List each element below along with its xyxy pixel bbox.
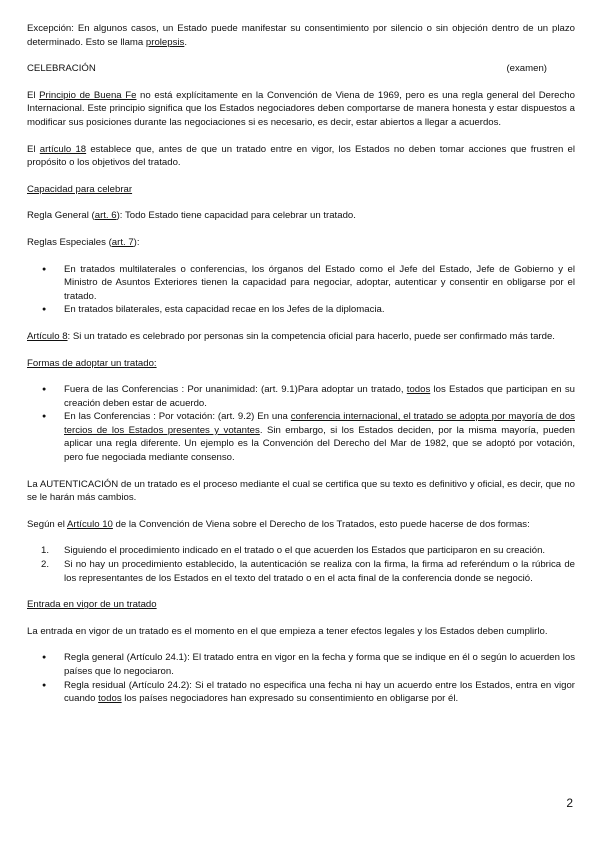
buena-fe-link[interactable]: Principio de Buena Fe [39, 89, 137, 101]
examen-tag: (examen) [506, 63, 547, 75]
formas-list [27, 383, 575, 465]
buena-fe-paragraph: El Principio de Buena Fe no está explícitamente en la Convención de Viena de 1969, pero es una regla general del Derecho Internacional. Este principio significa que los Estados negociadores deben comportarse de manera honesta y estar dispuestos a modificar sus posiciones durante las negociaciones si es necesario, es decir, estar abiertos a llegar a acuerdos. [27, 89, 575, 128]
art8-link[interactable]: Artículo 8 [27, 330, 68, 342]
list-item: ● En tratados multilaterales o conferencias, los órganos del Estado como el Jefe del Estado, Jefe de Gobierno y el Ministro de Asuntos Exteriores tienen la capacidad para negociar, adoptar, autenticar y consentir en obligarse por el tratado. [27, 263, 575, 304]
document-page [27, 22, 575, 706]
todos-link[interactable]: todos [98, 693, 122, 705]
page-number: 2 [566, 796, 573, 810]
entrada-list [27, 651, 575, 705]
regla-general-paragraph: Regla General (art. 6): Todo Estado tiene capacidad para celebrar un tratado. [27, 210, 356, 222]
list-item: 2. Si no hay un procedimiento establecido, la autenticación se realiza con la firma, la firma ad referéndum o la rúbrica de los representantes de los Estados en el texto del tratado o en el acta final de la conferencia donde se negoció. [41, 559, 575, 584]
formas-heading: Formas de adoptar un tratado: [27, 357, 157, 369]
excepcion-paragraph: Excepción: En algunos casos, un Estado puede manifestar su consentimiento por silencio o sin objeción dentro de un plazo determinado. Esto se llama prolepsis. [27, 23, 575, 48]
celebracion-heading [27, 62, 575, 76]
list-item: ● En las Conferencias : Por votación: (art. 9.2) En una conferencia internacional, el tratado se adopta por mayoría de dos tercios de los Estados presentes y votantes. Sin embargo, si los Estados deciden, por la misma mayoría, pueden aplicar una regla diferente. Un ejemplo es la Convención del Derecho del Mar de 1982, que se adoptó por votación, pero fue negociada mediante consenso. [27, 410, 575, 464]
entrada-intro: La entrada en vigor de un tratado es el momento en el que empieza a tener efectos legales y los Estados deben cumplirlo. [27, 625, 548, 637]
list-item: ● Fuera de las Conferencias : Por unanimidad: (art. 9.1)Para adoptar un tratado, todos los Estados que participan en su creación deben estar de acuerdo. [27, 383, 575, 410]
art6-link[interactable]: art. 6 [94, 210, 117, 222]
art18-paragraph: El artículo 18 establece que, antes de que un tratado entre en vigor, los Estados no deben tomar acciones que frustren el propósito o los objetivos del tratado. [27, 143, 575, 169]
art10-list [27, 544, 575, 585]
reglas-especiales-paragraph: Reglas Especiales (art. 7): [27, 236, 140, 248]
art10-link[interactable]: Artículo 10 [67, 518, 113, 530]
prolepsis-link[interactable]: prolepsis [145, 36, 185, 48]
todos-link[interactable]: todos [406, 384, 431, 396]
list-item: ● Regla residual (Artículo 24.2): Si el tratado no especifica una fecha ni hay un acuerdo entre los Estados, entra en vigor cuando todos los países negociadores han expresado su consentimiento en obligarse por él. [27, 679, 575, 706]
list-item: ● Regla general (Artículo 24.1): El tratado entra en vigor en la fecha y forma que se indique en él o según lo acuerden los países que lo negociaron. [27, 651, 575, 678]
art8-paragraph: Artículo 8: Si un tratado es celebrado por personas sin la competencia oficial para hacerlo, puede ser confirmado más tarde. [27, 330, 555, 342]
celebracion-title: CELEBRACIÓN [27, 63, 96, 75]
entrada-heading: Entrada en vigor de un tratado [27, 599, 157, 611]
list-item: 1. Siguiendo el procedimiento indicado en el tratado o el que acuerden los Estados que participaron en su creación. [41, 545, 546, 557]
mayoria-link[interactable]: conferencia internacional, el tratado se adopta por mayoría de dos tercios de los Estados presentes y votantes [64, 411, 575, 436]
reglas-especiales-list [27, 263, 575, 317]
autenticacion-paragraph: La AUTENTICACIÓN de un tratado es el proceso mediante el cual se certifica que su texto es definitivo y oficial, es decir, que no se le harán más cambios. [27, 478, 575, 504]
art18-link[interactable]: artículo 18 [39, 143, 87, 155]
art7-link[interactable]: art. 7 [111, 236, 134, 248]
list-item: ● En tratados bilaterales, esta capacidad recae en los Jefes de la diplomacia. [27, 303, 575, 317]
art10-paragraph: Según el Artículo 10 de la Convención de Viena sobre el Derecho de los Tratados, esto puede hacerse de dos formas: [27, 518, 530, 530]
capacidad-heading: Capacidad para celebrar [27, 183, 133, 195]
